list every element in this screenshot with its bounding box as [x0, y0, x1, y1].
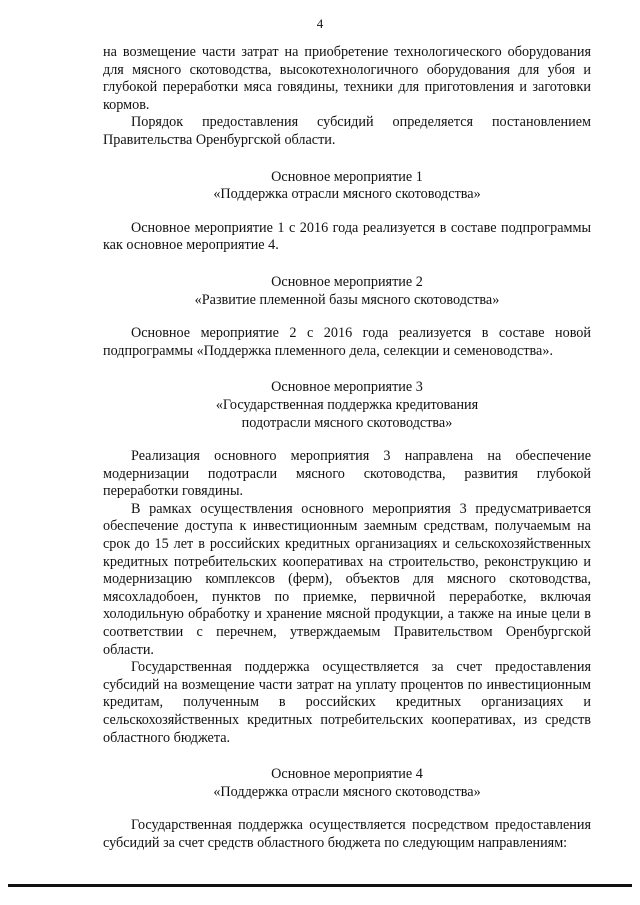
intro-continuation-paragraph: на возмещение части затрат на приобретение технологического оборудования для мясного скотоводства, высокотехнологичного оборудования для убоя и глубокой переработки мяса говядины, техники для приготовления и заготовки кормов. — [103, 44, 591, 113]
section-2-title: Основное мероприятие 2 — [271, 273, 423, 290]
section-3 — [103, 379, 591, 747]
section-3-paragraph-1: Реализация основного мероприятия 3 направлена на обеспечение модернизации подотрасли мясного скотоводства, развития глубокой переработки говядины. — [103, 448, 591, 500]
section-3-paragraph-3: Государственная поддержка осуществляется за счет предоставления субсидий на возмещение части затрат на уплату процентов по инвестиционным кредитам, полученным в российских кредитных организациях и сельскохозяйственных кредитных потребительских кооперативах, из средств областного бюджета. — [103, 659, 591, 746]
section-1 — [103, 169, 591, 255]
section-2-subtitle: «Развитие племенной базы мясного скотоводства» — [194, 291, 500, 308]
section-2-paragraph: Основное мероприятие 2 с 2016 года реализуется в составе новой подпрограммы «Поддержка племенного дела, селекции и семеноводства». — [103, 325, 591, 359]
bottom-scan-edge-line — [8, 884, 632, 887]
section-4 — [103, 766, 591, 852]
section-1-subtitle: «Поддержка отрасли мясного скотоводства» — [213, 186, 481, 203]
section-4-paragraph: Государственная поддержка осуществляется посредством предоставления субсидий за счет средств областного бюджета по следующим направлениям: — [103, 817, 591, 851]
page-number: 4 — [316, 16, 324, 31]
section-1-paragraph: Основное мероприятие 1 с 2016 года реализуется в составе подпрограммы как основное мероприятие 4. — [103, 219, 591, 254]
section-1-title: Основное мероприятие 1 — [271, 168, 423, 185]
section-2 — [103, 274, 591, 360]
section-3-paragraph-2: В рамках осуществления основного мероприятия 3 предусматривается обеспечение доступа к инвестиционным заемным средствам, получаемым на срок до 15 лет в российских кредитных организациях и сельскохозяйственных кредитных потребительских кооперативах на строительство, реконструкцию и модернизацию комплексов (ферм), объектов для мясного скотоводства, мясохладобоен, пунктов по приемке, первичной переработке, включая холодильную обработку и хранение мясной продукции, а также на иные цели в соответствии с перечнем, утверждаемым Правительством Оренбургской области. — [103, 500, 591, 658]
section-3-subtitle-line2: подотрасли мясного скотоводства» — [241, 414, 453, 431]
section-3-subtitle-line1: «Государственная поддержка кредитования — [215, 396, 479, 413]
document-body — [103, 44, 591, 853]
section-3-title: Основное мероприятие 3 — [271, 379, 423, 396]
section-4-subtitle: «Поддержка отрасли мясного скотоводства» — [213, 783, 481, 800]
section-4-title: Основное мероприятие 4 — [271, 766, 423, 783]
intro-order-paragraph: Порядок предоставления субсидий определяется постановлением Правительства Оренбургской области. — [103, 114, 591, 148]
